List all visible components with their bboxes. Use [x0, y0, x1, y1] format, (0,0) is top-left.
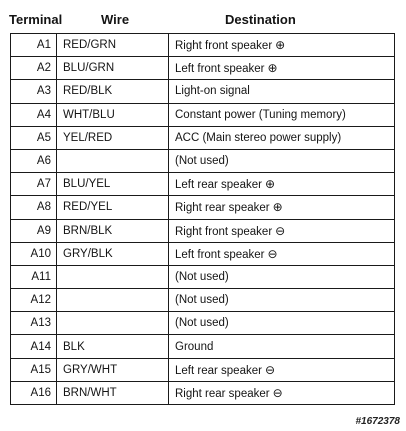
table-row: [11, 57, 395, 80]
destination-text: Right rear speaker: [175, 202, 270, 215]
terminal-cell: A12: [11, 289, 57, 312]
table-headers: [0, 12, 406, 32]
table-row: [11, 149, 395, 172]
destination-text: Left rear speaker: [175, 364, 262, 377]
destination-text: ACC (Main stereo power supply): [175, 131, 342, 144]
pinout-table-body: [11, 34, 395, 405]
wire-cell: GRY/BLK: [57, 242, 169, 265]
destination-text: Right front speaker: [175, 40, 273, 53]
destination-cell: [169, 34, 395, 57]
destination-cell: [169, 219, 395, 242]
terminal-cell: A13: [11, 312, 57, 335]
table-row: [11, 80, 395, 103]
terminal-cell: A2: [11, 57, 57, 80]
wire-cell: GRY/WHT: [57, 358, 169, 381]
negative-terminal-icon: ⊖: [275, 223, 286, 238]
terminal-cell: A14: [11, 335, 57, 358]
destination-text: (Not used): [175, 270, 229, 283]
pinout-table: [10, 33, 395, 405]
wire-cell: RED/GRN: [57, 34, 169, 57]
destination-text: Left front speaker: [175, 63, 265, 76]
table-row: [11, 103, 395, 126]
table-row: [11, 173, 395, 196]
wire-cell: [57, 312, 169, 335]
terminal-cell: A8: [11, 196, 57, 219]
terminal-cell: A15: [11, 358, 57, 381]
wire-cell: BLK: [57, 335, 169, 358]
table-row: [11, 219, 395, 242]
destination-text: Right front speaker: [175, 225, 273, 238]
table-row: [11, 34, 395, 57]
wire-cell: BLU/YEL: [57, 173, 169, 196]
destination-cell: [169, 80, 395, 103]
wire-cell: [57, 289, 169, 312]
table-row: [11, 265, 395, 288]
wire-cell: YEL/RED: [57, 126, 169, 149]
terminal-cell: A16: [11, 381, 57, 404]
destination-text: (Not used): [175, 294, 229, 307]
destination-cell: [169, 57, 395, 80]
positive-terminal-icon: ⊕: [264, 177, 275, 192]
destination-cell: [169, 126, 395, 149]
positive-terminal-icon: ⊕: [275, 38, 286, 53]
destination-cell: [169, 335, 395, 358]
terminal-cell: A7: [11, 173, 57, 196]
destination-cell: [169, 242, 395, 265]
wire-cell: [57, 149, 169, 172]
table-row: [11, 312, 395, 335]
table-row: [11, 126, 395, 149]
table-row: [11, 289, 395, 312]
wire-cell: WHT/BLU: [57, 103, 169, 126]
terminal-cell: A10: [11, 242, 57, 265]
destination-cell: [169, 312, 395, 335]
destination-cell: [169, 358, 395, 381]
header-terminal: Terminal: [9, 12, 63, 27]
destination-cell: [169, 173, 395, 196]
destination-cell: [169, 196, 395, 219]
positive-terminal-icon: ⊕: [272, 200, 283, 215]
table-row: [11, 196, 395, 219]
destination-cell: [169, 265, 395, 288]
terminal-cell: A3: [11, 80, 57, 103]
figure-number: #1672378: [355, 416, 400, 427]
destination-text: (Not used): [175, 317, 229, 330]
header-destination: Destination: [225, 12, 296, 27]
terminal-cell: A9: [11, 219, 57, 242]
table-row: [11, 358, 395, 381]
wire-cell: BRN/BLK: [57, 219, 169, 242]
destination-text: Left rear speaker: [175, 179, 262, 192]
table-row: [11, 335, 395, 358]
terminal-cell: A1: [11, 34, 57, 57]
table-row: [11, 242, 395, 265]
wire-cell: [57, 265, 169, 288]
destination-cell: [169, 103, 395, 126]
destination-text: Ground: [175, 340, 214, 353]
header-wire: Wire: [101, 12, 130, 27]
negative-terminal-icon: ⊖: [272, 385, 283, 400]
wire-cell: RED/BLK: [57, 80, 169, 103]
destination-text: Left front speaker: [175, 248, 265, 261]
terminal-cell: A11: [11, 265, 57, 288]
terminal-cell: A6: [11, 149, 57, 172]
wire-cell: BRN/WHT: [57, 381, 169, 404]
destination-text: (Not used): [175, 155, 229, 168]
negative-terminal-icon: ⊖: [267, 246, 278, 261]
positive-terminal-icon: ⊕: [267, 61, 278, 76]
terminal-cell: A4: [11, 103, 57, 126]
wire-cell: BLU/GRN: [57, 57, 169, 80]
destination-text: Light-on signal: [175, 85, 250, 98]
destination-cell: [169, 289, 395, 312]
destination-cell: [169, 381, 395, 404]
destination-cell: [169, 149, 395, 172]
destination-text: Right rear speaker: [175, 387, 270, 400]
destination-text: Constant power (Tuning memory): [175, 108, 346, 121]
wire-cell: RED/YEL: [57, 196, 169, 219]
table-row: [11, 381, 395, 404]
negative-terminal-icon: ⊖: [264, 362, 275, 377]
terminal-cell: A5: [11, 126, 57, 149]
